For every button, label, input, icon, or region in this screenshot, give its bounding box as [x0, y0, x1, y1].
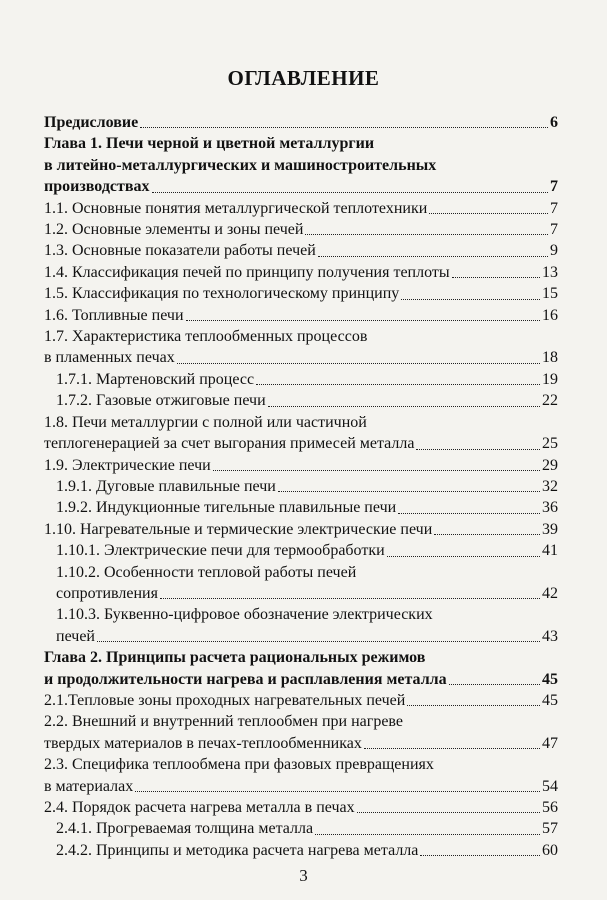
toc-entry-row	[44, 690, 558, 711]
toc-entry-page: 18	[542, 349, 558, 367]
toc-entry-row	[44, 519, 558, 540]
toc-entry-row	[44, 369, 558, 390]
dot-leader	[398, 512, 540, 514]
toc-entry-page: 54	[542, 777, 558, 795]
dot-leader	[315, 833, 540, 835]
toc-entry-page: 7	[550, 199, 558, 217]
toc-entry-row	[44, 733, 558, 754]
toc-entry-row	[44, 433, 558, 454]
toc-entry-page: 22	[542, 392, 558, 410]
toc-entry-title: 1.7.2. Газовые отжиговые печи	[56, 392, 266, 410]
dot-leader	[401, 298, 540, 300]
toc-entry-page: 9	[550, 242, 558, 260]
dot-leader	[140, 126, 548, 128]
toc-entry-row	[44, 390, 558, 411]
dot-leader	[429, 212, 548, 214]
toc-entry-line: 1.10.2. Особенности тепловой работы печей	[56, 563, 357, 581]
toc-entry-row	[44, 176, 558, 197]
toc-entry-page: 19	[542, 370, 558, 388]
dot-leader	[152, 191, 548, 193]
toc-entry-row	[44, 305, 558, 326]
toc-entry	[44, 840, 558, 861]
toc-entry	[44, 754, 558, 797]
toc-entry-title: 2.4. Порядок расчета нагрева металла в печах	[44, 799, 355, 816]
toc-entry-line: 2.3. Специфика теплообмена при фазовых превращениях	[44, 756, 434, 774]
toc-entry	[44, 540, 558, 561]
toc-entry-title: 1.1. Основные понятия металлургической теплотехники	[44, 199, 428, 217]
toc-entry	[44, 283, 558, 304]
toc-entry-row	[44, 219, 558, 240]
dot-leader	[318, 255, 548, 257]
toc-entry-title: в пламенных печах	[44, 349, 175, 367]
toc-entry	[44, 369, 558, 390]
toc-entry	[44, 305, 558, 326]
toc-entry-title: 1.2. Основные элементы и зоны печей	[44, 221, 304, 239]
toc-entry-title: 1.9.2. Индукционные тигельные плавильные печи	[56, 499, 397, 517]
toc-entry-page: 29	[542, 456, 558, 474]
toc-entry-page: 41	[542, 542, 558, 560]
dot-leader	[278, 490, 540, 492]
toc-entry-row	[44, 497, 558, 518]
toc-entry	[44, 219, 558, 240]
toc-entry-title: в материалах	[44, 777, 134, 795]
toc-entry	[44, 412, 558, 455]
toc-entry-page: 56	[542, 799, 558, 816]
toc-entry	[44, 647, 558, 690]
toc-entry-title: 1.7.1. Мартеновский процесс	[56, 370, 255, 388]
toc-entry-page: 42	[542, 584, 558, 602]
toc-entry-line: Глава 1. Печи черной и цветной металлургии	[44, 135, 375, 153]
toc-entry-page: 39	[542, 520, 558, 538]
toc-entry-row	[44, 112, 558, 133]
dot-leader	[407, 704, 540, 706]
toc-entry-title: 1.10.1. Электрические печи для термообработки	[56, 542, 385, 560]
toc-entry-row	[44, 669, 558, 690]
toc-entry-row	[44, 583, 558, 604]
toc-entry-page: 60	[542, 841, 558, 859]
toc-entry-title: теплогенерацией за счет выгорания примесей металла	[44, 435, 415, 453]
toc-entry-title: твердых материалов в печах-теплообменниках	[44, 734, 362, 752]
toc-entry	[44, 604, 558, 647]
dot-leader	[364, 747, 540, 749]
toc-entry-title: 1.4. Классификация печей по принципу получения теплоты	[44, 263, 450, 281]
toc-entry-row	[44, 540, 558, 561]
toc-entry-row	[44, 240, 558, 261]
toc-entry-page: 15	[542, 285, 558, 303]
toc-entry-page: 43	[542, 627, 558, 645]
toc-entry-title: 1.5. Классификация по технологическому принципу	[44, 285, 400, 303]
toc-entry-page: 7	[550, 221, 558, 239]
toc-entry-title: 1.10. Нагревательные и термические электрические печи	[44, 520, 433, 538]
toc-entry-row	[44, 818, 558, 839]
toc-entry-row	[44, 262, 558, 283]
toc-entry	[44, 112, 558, 133]
toc-entry-page: 57	[542, 820, 558, 838]
dot-leader	[452, 276, 540, 278]
dot-leader	[305, 233, 548, 235]
dot-leader	[357, 811, 540, 813]
toc-entry-title: 2.1.Тепловые зоны проходных нагревательных печей	[44, 691, 406, 709]
dot-leader	[434, 533, 540, 535]
toc-entry-line: в литейно-металлургических и машиностроительных	[44, 156, 437, 174]
toc-entry-page: 45	[542, 691, 558, 709]
toc-entry	[44, 133, 558, 197]
toc-entry-line: Глава 2. Принципы расчета рациональных режимов	[44, 649, 426, 667]
toc-entry	[44, 240, 558, 261]
toc-entry	[44, 519, 558, 540]
toc-entry-line: 1.10.3. Буквенно-цифровое обозначение электрических	[56, 606, 433, 624]
toc-entry-page: 6	[550, 114, 558, 131]
toc-title: ОГЛАВЛЕНИЕ	[227, 66, 380, 90]
toc-entry	[44, 797, 558, 818]
toc-entry	[44, 497, 558, 518]
toc-entry-row	[44, 283, 558, 304]
toc-entry-row	[44, 476, 558, 497]
table-of-contents	[44, 112, 558, 861]
dot-leader	[213, 469, 540, 471]
toc-entry-title: 2.4.1. Прогреваемая толщина металла	[56, 820, 314, 838]
dot-leader	[186, 319, 540, 321]
toc-entry	[44, 198, 558, 219]
toc-entry-row	[44, 626, 558, 647]
toc-entry-row	[44, 776, 558, 797]
toc-entry-line: 2.2. Внешний и внутренний теплообмен при нагреве	[44, 713, 403, 731]
toc-entry-page: 36	[542, 499, 558, 517]
dot-leader	[268, 405, 540, 407]
dot-leader	[416, 448, 540, 450]
toc-entry-page: 47	[542, 734, 558, 752]
toc-entry	[44, 326, 558, 369]
dot-leader	[177, 362, 540, 364]
toc-entry-line: 1.7. Характеристика теплообменных процессов	[44, 328, 368, 346]
toc-entry-title: и продолжительности нагрева и расплавления металла	[44, 670, 447, 688]
toc-entry-page: 16	[542, 306, 558, 324]
dot-leader	[135, 790, 540, 792]
toc-entry	[44, 690, 558, 711]
toc-entry	[44, 818, 558, 839]
toc-entry	[44, 455, 558, 476]
toc-entry	[44, 390, 558, 411]
toc-entry-page: 13	[542, 263, 558, 281]
toc-entry-row	[44, 797, 558, 818]
toc-entry-row	[44, 347, 558, 368]
toc-entry-page: 32	[542, 477, 558, 495]
toc-entry-row	[44, 840, 558, 861]
toc-entry-title: 1.9. Электрические печи	[44, 456, 211, 474]
dot-leader	[256, 383, 540, 385]
toc-entry-title: производствах	[44, 178, 150, 196]
toc-entry-title: 2.4.2. Принципы и методика расчета нагрева металла	[56, 841, 419, 859]
toc-entry-title: 1.6. Топливные печи	[44, 306, 184, 324]
toc-entry-title: Предисловие	[44, 114, 139, 131]
dot-leader	[420, 854, 540, 856]
toc-entry	[44, 562, 558, 605]
dot-leader	[97, 640, 540, 642]
toc-entry-page: 45	[542, 670, 558, 688]
toc-entry-line: 1.8. Печи металлургии с полной или частичной	[44, 413, 367, 431]
toc-entry-title: сопротивления	[56, 584, 158, 602]
toc-entry	[44, 711, 558, 754]
toc-entry-row	[44, 455, 558, 476]
toc-entry-title: 1.3. Основные показатели работы печей	[44, 242, 316, 260]
dot-leader	[160, 597, 540, 599]
toc-entry-page: 7	[550, 178, 558, 196]
toc-entry-page: 25	[542, 435, 558, 453]
toc-entry-row	[44, 198, 558, 219]
toc-entry-title: печей	[56, 627, 95, 645]
toc-entry	[44, 262, 558, 283]
dot-leader	[449, 683, 540, 685]
dot-leader	[387, 555, 540, 557]
toc-entry-title: 1.9.1. Дуговые плавильные печи	[56, 477, 276, 495]
page-number: 3	[299, 866, 308, 885]
toc-entry	[44, 476, 558, 497]
